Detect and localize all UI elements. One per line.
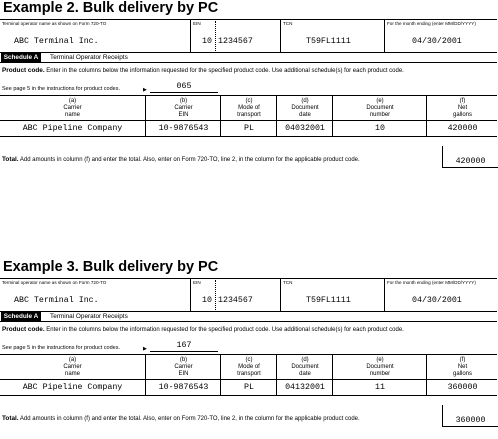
doc-number-value: 10 [375,124,385,133]
ein-suffix: 1234567 [218,37,253,46]
total-box [442,405,498,427]
total-instruction [2,156,360,163]
month-caption: For the month ending (enter MM/DD/YYYY) [387,21,476,26]
header-row [0,278,497,312]
column-header-c: (c) Mode of transport [237,98,261,119]
receipts-table [0,354,497,396]
column-doc-number [332,96,427,136]
column-doc-date [276,355,333,395]
operator-caption: Terminal operator name as shown on Form 720-TO [2,21,107,26]
header-row [0,19,497,53]
schedule-bar [0,311,497,322]
column-header-d: (d) Document date [291,98,319,119]
ein-prefix: 10 [202,296,212,305]
total-instruction [2,415,360,422]
column-header-e: (e) Document number [366,98,394,119]
column-carrier-name [0,96,145,136]
example-2-form [0,0,498,180]
doc-date-value: 04132001 [285,383,325,392]
column-net-gallons [426,355,498,395]
tcn-value: T59FL1111 [306,37,351,46]
column-header-f: (f) Net gallons [452,357,472,378]
tcn-cell [280,20,385,52]
column-header-a: (a) Carrier name [63,98,82,119]
tcn-value: T59FL1111 [306,296,351,305]
month-cell [384,20,498,52]
total-text: Add amounts in column (f) and enter the total. Also, enter on Form 720-TO, line 2, in the column for the applicable product code. [18,416,360,422]
column-header-b: (b) Carrier EIN [174,98,193,119]
ein-prefix: 10 [202,37,212,46]
column-doc-date [276,96,333,136]
example-title: Example 3. Bulk delivery by PC [3,259,219,275]
carrier-name-value: ABC Pipeline Company [22,124,123,133]
schedule-bar [0,52,497,63]
ein-divider [215,21,216,51]
month-value: 04/30/2001 [412,296,462,305]
see-page-note: See page 5 in the instructions for product codes. [2,345,121,351]
column-header-c: (c) Mode of transport [237,357,261,378]
schedule-title: Terminal Operator Receipts [50,313,128,320]
ein-suffix: 1234567 [218,296,253,305]
schedule-badge: Schedule A [1,312,41,321]
product-code-text: Enter in the columns below the information requested for the specified product code. Use additional schedule(s) for each product code. [44,327,404,333]
total-label: Total. [2,415,19,422]
product-code-text: Enter in the columns below the information requested for the specified product code. Use additional schedule(s) for each product code. [44,68,404,74]
total-box [442,146,498,168]
net-gallons-value: 360000 [447,383,478,392]
month-caption: For the month ending (enter MM/DD/YYYY) [387,280,476,285]
example-title: Example 2. Bulk delivery by PC [3,0,219,16]
schedule-badge: Schedule A [1,53,41,62]
column-net-gallons [426,96,498,136]
carrier-name-value: ABC Pipeline Company [22,383,123,392]
ein-cell [190,279,281,311]
product-code-value: 065 [150,82,218,93]
tcn-caption: TCN [283,21,293,26]
net-gallons-value: 420000 [447,124,478,133]
mode-value: PL [244,124,254,133]
operator-caption: Terminal operator name as shown on Form 720-TO [2,280,107,285]
example-3-form [0,259,498,439]
column-header-b: (b) Carrier EIN [174,357,193,378]
column-header-d: (d) Document date [291,357,319,378]
arrow-icon: ▶ [143,87,147,93]
ein-caption: EIN [193,280,201,285]
product-code-label: Product code. [2,67,45,74]
column-carrier-name [0,355,145,395]
month-value: 04/30/2001 [412,37,462,46]
ein-divider [215,280,216,310]
receipts-table [0,95,497,137]
mode-value: PL [244,383,254,392]
total-label: Total. [2,156,19,163]
tcn-cell [280,279,385,311]
total-text: Add amounts in column (f) and enter the total. Also, enter on Form 720-TO, line 2, in the column for the applicable product code. [18,157,360,163]
doc-number-value: 11 [375,383,385,392]
column-carrier-ein [145,96,221,136]
total-value: 420000 [455,157,486,166]
column-header-f: (f) Net gallons [452,98,472,119]
product-code-instruction [2,67,404,74]
tcn-caption: TCN [283,280,293,285]
ein-cell [190,20,281,52]
product-code-instruction [2,326,404,333]
schedule-title: Terminal Operator Receipts [50,54,128,61]
carrier-ein-value: 10-9876543 [158,124,209,133]
total-value: 360000 [455,416,486,425]
column-header-a: (a) Carrier name [63,357,82,378]
carrier-ein-value: 10-9876543 [158,383,209,392]
operator-name-cell [0,279,190,311]
arrow-icon: ▶ [143,346,147,352]
month-cell [384,279,498,311]
ein-caption: EIN [193,21,201,26]
see-page-note: See page 5 in the instructions for product codes. [2,86,121,92]
product-code-label: Product code. [2,326,45,333]
column-mode [220,96,277,136]
doc-date-value: 04032001 [285,124,325,133]
column-mode [220,355,277,395]
column-header-e: (e) Document number [366,357,394,378]
operator-name-value: ABC Terminal Inc. [14,37,99,46]
operator-name-cell [0,20,190,52]
column-doc-number [332,355,427,395]
column-carrier-ein [145,355,221,395]
product-code-value: 167 [150,341,218,352]
operator-name-value: ABC Terminal Inc. [14,296,99,305]
